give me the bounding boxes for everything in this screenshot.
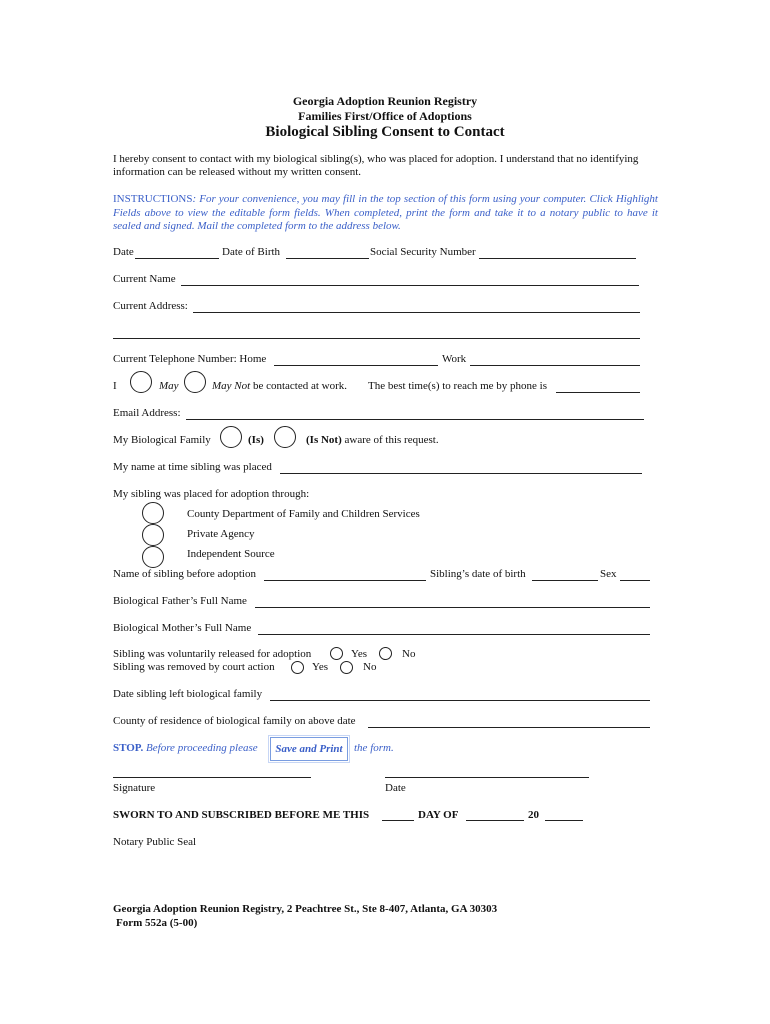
year-prefix-label: 20 (528, 809, 539, 821)
name-at-time-field[interactable] (280, 473, 642, 474)
mother-field[interactable] (258, 634, 650, 635)
father-field[interactable] (255, 607, 650, 608)
instructions-text: : For your convenience, you may fill in the top section of this form using your computer. Click Highlight Fields above to view the editable form fields. When completed, print the form and take it to a notary public to have it sealed and signed. Mail the completed form to the address below. (113, 193, 658, 232)
sworn-month-field[interactable] (466, 820, 524, 821)
stop-before-text: Before proceeding please (146, 742, 258, 754)
sibling-name-label: Name of sibling before adoption (113, 568, 256, 580)
is-not-label: (Is Not) (306, 434, 342, 446)
removed-label: Sibling was removed by court action (113, 661, 275, 673)
current-address-label: Current Address: (113, 300, 188, 312)
placed-through-label: My sibling was placed for adoption through: (113, 488, 310, 500)
consent-statement-line1: I hereby consent to contact with my biological sibling(s), who was placed for adoption. I understand that no identifying (113, 153, 639, 165)
ssn-field[interactable] (479, 258, 636, 259)
form-number: Form 552a (5-00) (116, 917, 198, 929)
sibling-name-field[interactable] (264, 580, 426, 581)
phone-home-label: Current Telephone Number: Home (113, 353, 267, 365)
notary-seal-label: Notary Public Seal (113, 836, 197, 848)
date-left-field[interactable] (270, 700, 650, 701)
may-radio[interactable] (130, 371, 152, 393)
date-left-label: Date sibling left biological family (113, 688, 263, 700)
stop-label: STOP. (113, 742, 144, 754)
registry-name: Georgia Adoption Reunion Registry (292, 94, 478, 108)
ssn-label: Social Security Number (370, 246, 476, 258)
county-dfcs-radio[interactable] (142, 502, 164, 524)
court-no-radio[interactable] (340, 661, 353, 674)
date-label: Date (113, 246, 134, 258)
sibling-dob-field[interactable] (532, 580, 598, 581)
stop-after-text: the form. (354, 742, 394, 754)
court-yes-radio[interactable] (291, 661, 304, 674)
private-agency-radio[interactable] (142, 524, 164, 546)
voluntary-yes-label: Yes (351, 648, 368, 660)
current-address-field-line2[interactable] (113, 338, 640, 339)
current-name-label: Current Name (113, 273, 176, 285)
may-not-text (212, 380, 347, 392)
phone-work-label: Work (442, 353, 467, 365)
may-label: May (159, 380, 179, 392)
i-label: I (113, 380, 117, 392)
aware-label: aware of this request. (344, 434, 439, 446)
consent-statement-line2: information can be released without my written consent. (113, 166, 362, 178)
day-of-label: DAY OF (418, 809, 459, 821)
best-time-field[interactable] (556, 392, 640, 393)
phone-work-field[interactable] (470, 365, 640, 366)
name-at-time-label: My name at time sibling was placed (113, 461, 272, 473)
sex-field[interactable] (620, 580, 650, 581)
form-title: Biological Sibling Consent to Contact (265, 124, 505, 140)
dob-label: Date of Birth (222, 246, 281, 258)
instructions (113, 193, 658, 234)
court-no-label: No (363, 661, 377, 673)
voluntarily-label: Sibling was voluntarily released for adoption (113, 648, 312, 660)
voluntary-no-radio[interactable] (379, 647, 392, 660)
private-agency-label: Private Agency (187, 528, 255, 540)
sworn-year-field[interactable] (545, 820, 583, 821)
signature-label: Signature (113, 782, 156, 794)
bio-family-label: My Biological Family (113, 434, 211, 446)
sworn-label: SWORN TO AND SUBSCRIBED BEFORE ME THIS (113, 809, 370, 821)
family-is-not-radio[interactable] (274, 426, 296, 448)
phone-home-field[interactable] (274, 365, 438, 366)
independent-source-radio[interactable] (142, 546, 164, 568)
email-label: Email Address: (113, 407, 181, 419)
voluntary-yes-radio[interactable] (330, 647, 343, 660)
voluntary-no-label: No (402, 648, 416, 660)
signature-date-line[interactable] (385, 777, 589, 778)
registry-address: Georgia Adoption Reunion Registry, 2 Peachtree St., Ste 8-407, Atlanta, GA 30303 (113, 903, 498, 915)
email-field[interactable] (186, 419, 644, 420)
save-and-print-button[interactable]: Save and Print (270, 737, 348, 761)
sex-label: Sex (600, 568, 617, 580)
current-name-field[interactable] (181, 285, 639, 286)
county-residence-field[interactable] (368, 727, 650, 728)
independent-source-label: Independent Source (187, 548, 275, 560)
sworn-day-field[interactable] (382, 820, 414, 821)
is-label: (Is) (248, 434, 264, 446)
office-name: Families First/Office of Adoptions (298, 109, 472, 123)
father-label: Biological Father’s Full Name (113, 595, 247, 607)
signature-line[interactable] (113, 777, 311, 778)
county-dfcs-label: County Department of Family and Children Services (187, 508, 420, 520)
dob-field[interactable] (286, 258, 369, 259)
mother-label: Biological Mother’s Full Name (113, 622, 252, 634)
instructions-label: INSTRUCTIONS (113, 193, 193, 205)
signature-date-label: Date (385, 782, 406, 794)
is-not-text (306, 434, 439, 446)
may-not-radio[interactable] (184, 371, 206, 393)
contacted-at-work-label: be contacted at work. (252, 380, 348, 392)
sibling-dob-label: Sibling’s date of birth (430, 568, 526, 580)
county-residence-label: County of residence of biological family on above date (113, 715, 356, 727)
current-address-field[interactable] (193, 312, 640, 313)
date-field[interactable] (135, 258, 219, 259)
court-yes-label: Yes (312, 661, 329, 673)
best-time-label: The best time(s) to reach me by phone is (368, 380, 548, 392)
stop-notice (113, 742, 258, 754)
may-not-label: May Not (212, 380, 251, 392)
family-is-radio[interactable] (220, 426, 242, 448)
